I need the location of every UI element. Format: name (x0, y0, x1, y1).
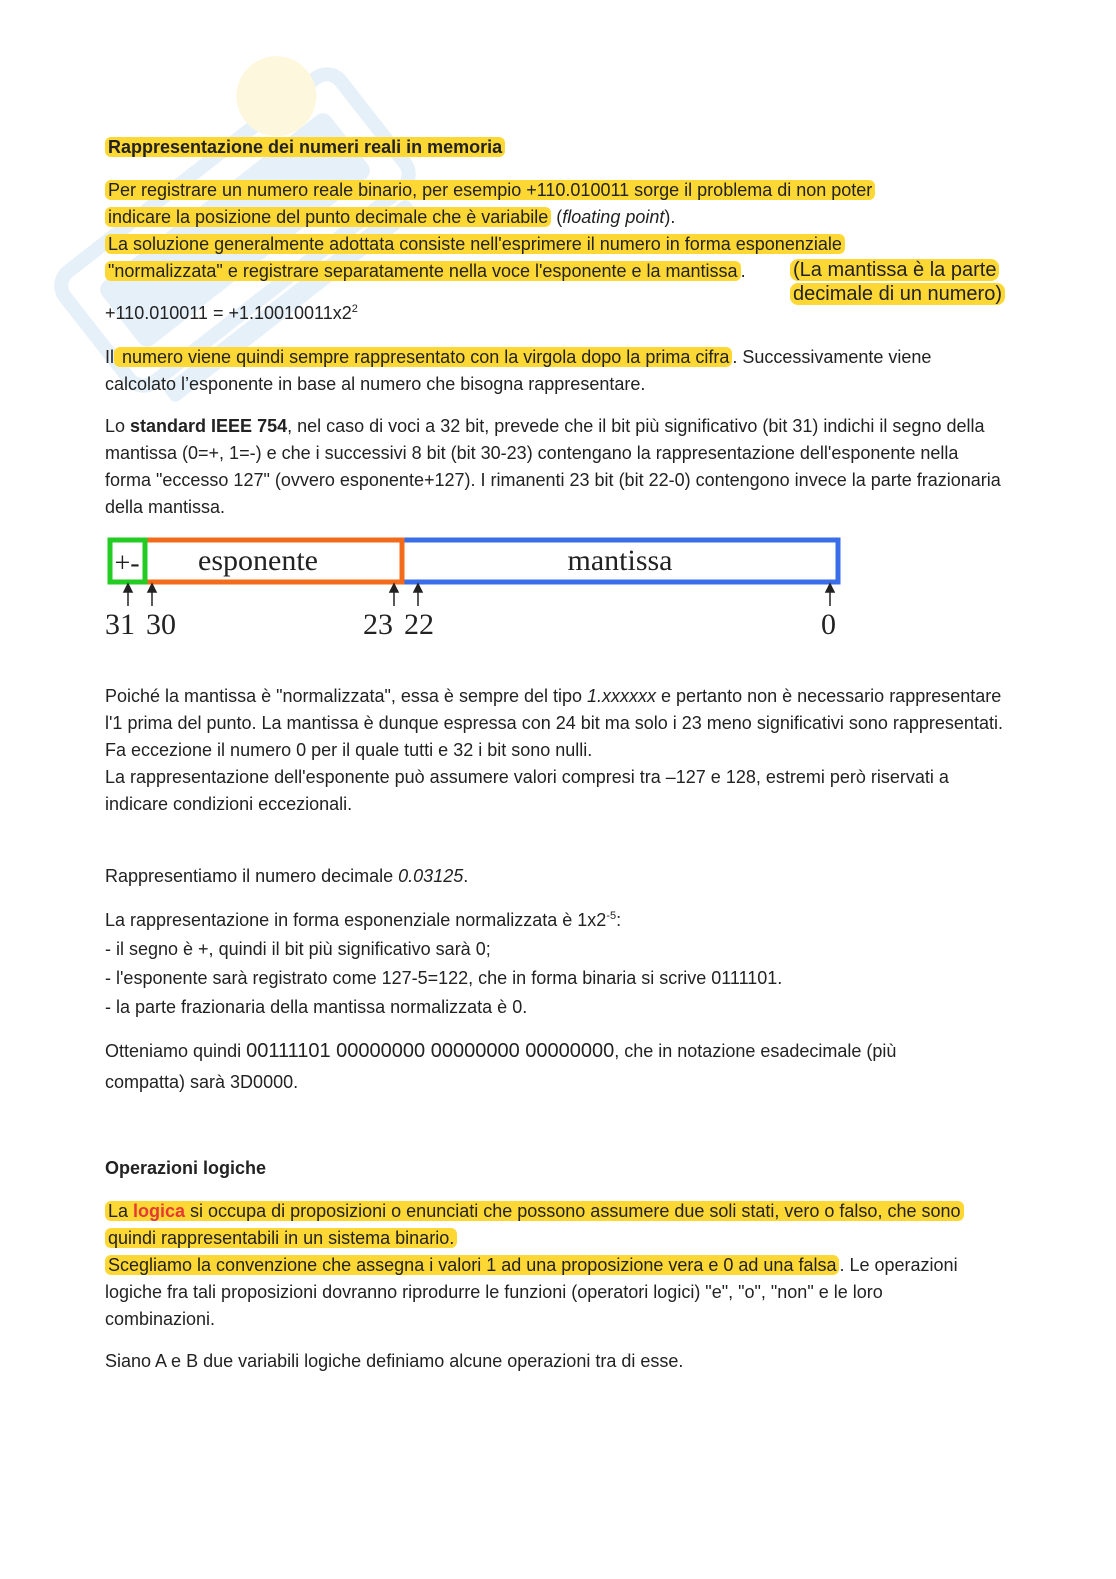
mantissa-pattern: 1.xxxxxx (587, 686, 657, 706)
paragraph-ieee754 (105, 413, 1005, 521)
variables-text: Siano A e B due variabili logiche definiamo alcune operazioni tra di esse. (105, 1351, 684, 1371)
exponent-label: esponente (198, 544, 318, 577)
formula-text: +110.010011 = +1.10010011x2 (105, 303, 352, 323)
paragraph-steps (105, 906, 1005, 1022)
paragraph-logic (105, 1198, 995, 1333)
mantissa-start: Poiché la mantissa è "normalizzata", essa è sempre del tipo (105, 686, 588, 706)
result-start: Otteniamo quindi (105, 1041, 247, 1061)
section-title (105, 134, 1005, 161)
bit-label-22: 22 (404, 608, 434, 641)
result-rest: , che in notazione esadecimale (più compatta) sarà 3D0000. (105, 1041, 897, 1092)
formula (105, 300, 1005, 327)
ieee-start: Lo (105, 416, 131, 436)
paragraph-example (105, 863, 1005, 890)
mantissa-note (790, 258, 1028, 306)
section2-title-text: Operazioni logiche (105, 1158, 267, 1178)
formula-exponent: 2 (351, 303, 358, 315)
example-number: 0.03125 (398, 866, 464, 886)
intro-floating-point: floating point (562, 207, 665, 227)
paragraph-variables (105, 1348, 1005, 1375)
logic-keyword: logica (133, 1201, 186, 1221)
ieee-rest: , nel caso di voci a 32 bit, prevede che il bit più significativo (bit 31) indichi il segno della mantissa (0=+, 1=-) e che i successivi 8 bit (bit 30-23) contengano la rappresentazione dell'esponente nella forma "eccesso 127" (ovvero esponente+127). I rimanenti 23 bit (bit 22-0) contengono invece la parte frazionaria della mantissa. (105, 416, 1001, 517)
zero-exception: Fa eccezione il numero 0 per il quale tutti e 32 i bit sono nulli. (105, 740, 593, 760)
normalized-start: Il (105, 347, 114, 367)
steps-exponent: -5 (606, 910, 617, 922)
paragraph-normalized (105, 344, 975, 398)
bit-label-30: 30 (146, 608, 176, 641)
mantissa-label: mantissa (567, 544, 673, 577)
bit-label-31: 31 (105, 608, 135, 641)
sign-label: +- (114, 548, 140, 579)
ieee754-bit-diagram (100, 532, 860, 652)
intro-line-2: indicare la posizione del punto decimale che è variabile (105, 207, 551, 227)
intro-line-1: Per registrare un numero reale binario, per esempio +110.010011 sorge il problema di non poter (105, 180, 875, 200)
step-exponent: - l'esponente sarà registrato come 127-5=122, che in forma binaria si scrive 0111101. (105, 968, 783, 988)
convention-rest: . Le operazioni logiche fra tali proposizioni dovranno riprodurre le funzioni (operatori logici) "e", "o", "non" e le loro combinazioni. (105, 1255, 958, 1329)
mantissa-note-text: (La mantissa è la parte decimale di un numero) (790, 259, 1005, 305)
result-bits: 00111101 00000000 00000000 00000000 (246, 1040, 615, 1062)
convention-highlight: Scegliamo la convenzione che assegna i valori 1 ad una proposizione vera e 0 ad una falsa (105, 1255, 839, 1275)
logic-start: La (108, 1201, 134, 1221)
mantissa-rest: e pertanto non è necessario rappresentare l'1 prima del punto. La mantissa è dunque espressa con 24 bit ma solo i 23 meno significativi sono rappresentati. (105, 686, 1003, 733)
intro-paren-close: ). (664, 207, 676, 227)
intro-paren-open: ( (551, 207, 563, 227)
logic-rest: si occupa di proposizioni o enunciati che possono assumere due soli stati, vero o falso, che sono quindi rappresentabili in un sistema binario. (108, 1201, 961, 1248)
intro-line-3: La soluzione generalmente adottata consiste nell'esprimere il numero in forma esponenziale (105, 234, 845, 254)
ieee-standard-name: standard IEEE 754 (130, 416, 288, 436)
step-mantissa: - la parte frazionaria della mantissa normalizzata è 0. (105, 997, 528, 1017)
step-sign: - il segno è +, quindi il bit più significativo sarà 0; (105, 939, 491, 959)
section-title-text: Rappresentazione dei numeri reali in memoria (105, 137, 505, 157)
steps-colon: : (616, 910, 622, 930)
normalized-rest: . Successivamente viene calcolato l’esponente in base al numero che bisogna rappresentare. (105, 347, 932, 394)
example-start: Rappresentiamo il numero decimale (105, 866, 399, 886)
steps-intro: La rappresentazione in forma esponenziale normalizzata è 1x2 (105, 910, 607, 930)
example-period: . (463, 866, 469, 886)
normalized-highlight: numero viene quindi sempre rappresentato con la virgola dopo la prima cifra (114, 347, 732, 367)
exponent-range: La rappresentazione dell'esponente può assumere valori compresi tra –127 e 128, estremi però riservati a indicare condizioni eccezionali. (105, 767, 949, 814)
intro-line-4: "normalizzata" e registrare separatamente nella voce l'esponente e la mantissa (105, 261, 741, 281)
intro-period: . (740, 261, 746, 281)
bit-label-23: 23 (363, 608, 393, 641)
paragraph-result (105, 1036, 975, 1098)
section2-title (105, 1155, 1005, 1182)
bit-label-0: 0 (821, 608, 836, 641)
paragraph-mantissa (105, 683, 1005, 818)
